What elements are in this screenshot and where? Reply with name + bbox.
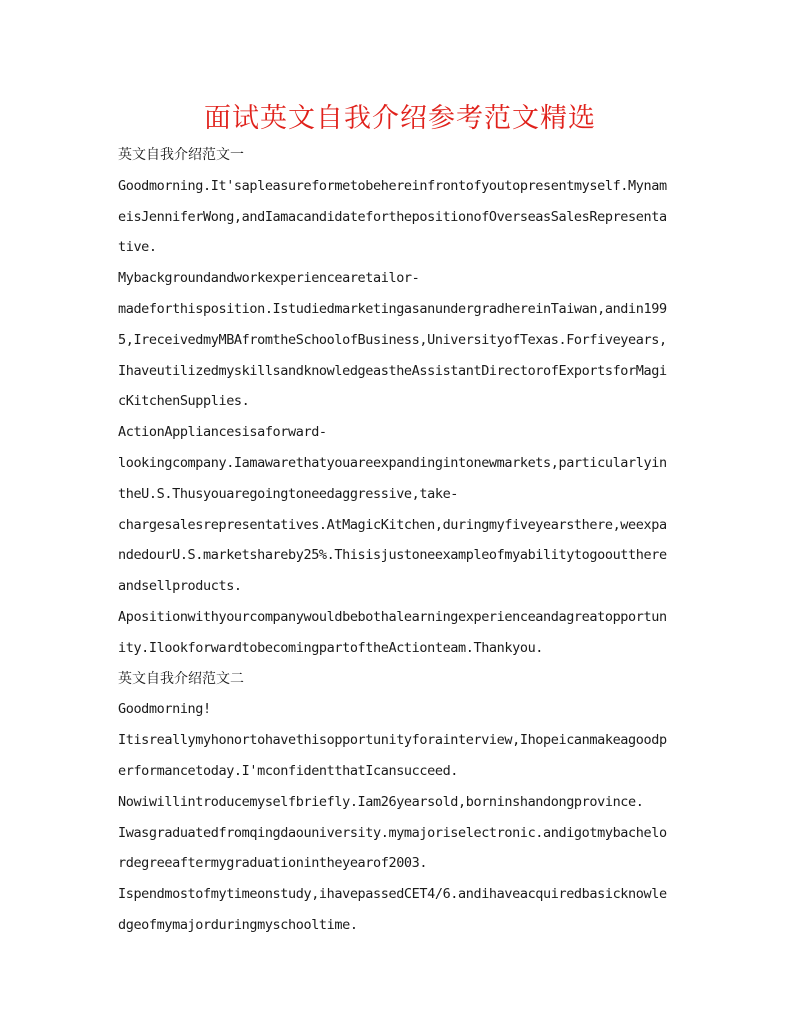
paragraph-line: Apositionwithyourcompanywouldbebothalearningexperienceandagreatopportun: [118, 608, 667, 625]
paragraph-line: Goodmorning!: [118, 701, 211, 718]
paragraph-line: erformancetoday.I'mconfidentthatIcansucceed.: [118, 762, 459, 779]
document-body: [118, 140, 684, 941]
paragraph-line: Itisreallymyhonortohavethisopportunityforainterview,Ihopeicanmakeagoodp: [118, 732, 667, 749]
paragraph-line: chargesalesrepresentatives.AtMagicKitchen,duringmyfiveyearsthere,weexpa: [118, 516, 667, 533]
section-heading: 英文自我介绍范文二: [118, 670, 244, 687]
paragraph-line: rdegreeaftermygraduationintheyearof2003.: [118, 855, 428, 872]
paragraph-line: ActionAppliancesisaforward-: [118, 424, 327, 441]
paragraph-line: andsellproducts.: [118, 578, 242, 595]
paragraph-line: madeforthisposition.IstudiedmarketingasanundergradhereinTaiwan,andin199: [118, 300, 667, 317]
section-heading: 英文自我介绍范文一: [118, 147, 244, 163]
paragraph-line: lookingcompany.Iamawarethatyouareexpandingintonewmarkets,particularlyin: [118, 454, 667, 471]
paragraph-line: Ispendmostofmytimeonstudy,ihavepassedCET4/6.andihaveacquiredbasicknowle: [118, 886, 667, 903]
paragraph-line: Mybackgroundandworkexperiencearetailor-: [118, 270, 420, 287]
paragraph-line: 5,IreceivedmyMBAfromtheSchoolofBusiness,UniversityofTexas.Forfiveyears,: [118, 331, 667, 348]
paragraph-line: IhaveutilizedmyskillsandknowledgeastheAssistantDirectorofExportsforMagi: [118, 362, 667, 379]
paragraph-line: Goodmorning.It'sapleasureformetobehereinfrontofyoutopresentmyself.Mynam: [118, 177, 667, 194]
paragraph-line: ndedourU.S.marketshareby25%.Thisisjustoneexampleofmyabilitytogooutthere: [118, 547, 667, 564]
paragraph-line: Nowiwillintroducemyselfbriefly.Iam26yearsold,borninshandongprovince.: [118, 793, 644, 810]
paragraph-line: dgeofmymajorduringmyschooltime.: [118, 916, 358, 933]
paragraph-line: ity.IlookforwardtobecomingpartoftheActionteam.Thankyou.: [118, 639, 544, 656]
paragraph-line: cKitchenSupplies.: [118, 393, 250, 410]
paragraph-line: Iwasgraduatedfromqingdaouniversity.mymajoriselectronic.andigotmybachelo: [118, 824, 667, 841]
paragraph-line: theU.S.Thusyouaregoingtoneedaggressive,take-: [118, 485, 459, 502]
document-title: 面试英文自我介绍参考范文精选: [204, 103, 596, 134]
paragraph-line: eisJenniferWong,andIamacandidateforthepositionofOverseasSalesRepresenta: [118, 208, 667, 225]
paragraph-line: tive.: [118, 239, 157, 256]
